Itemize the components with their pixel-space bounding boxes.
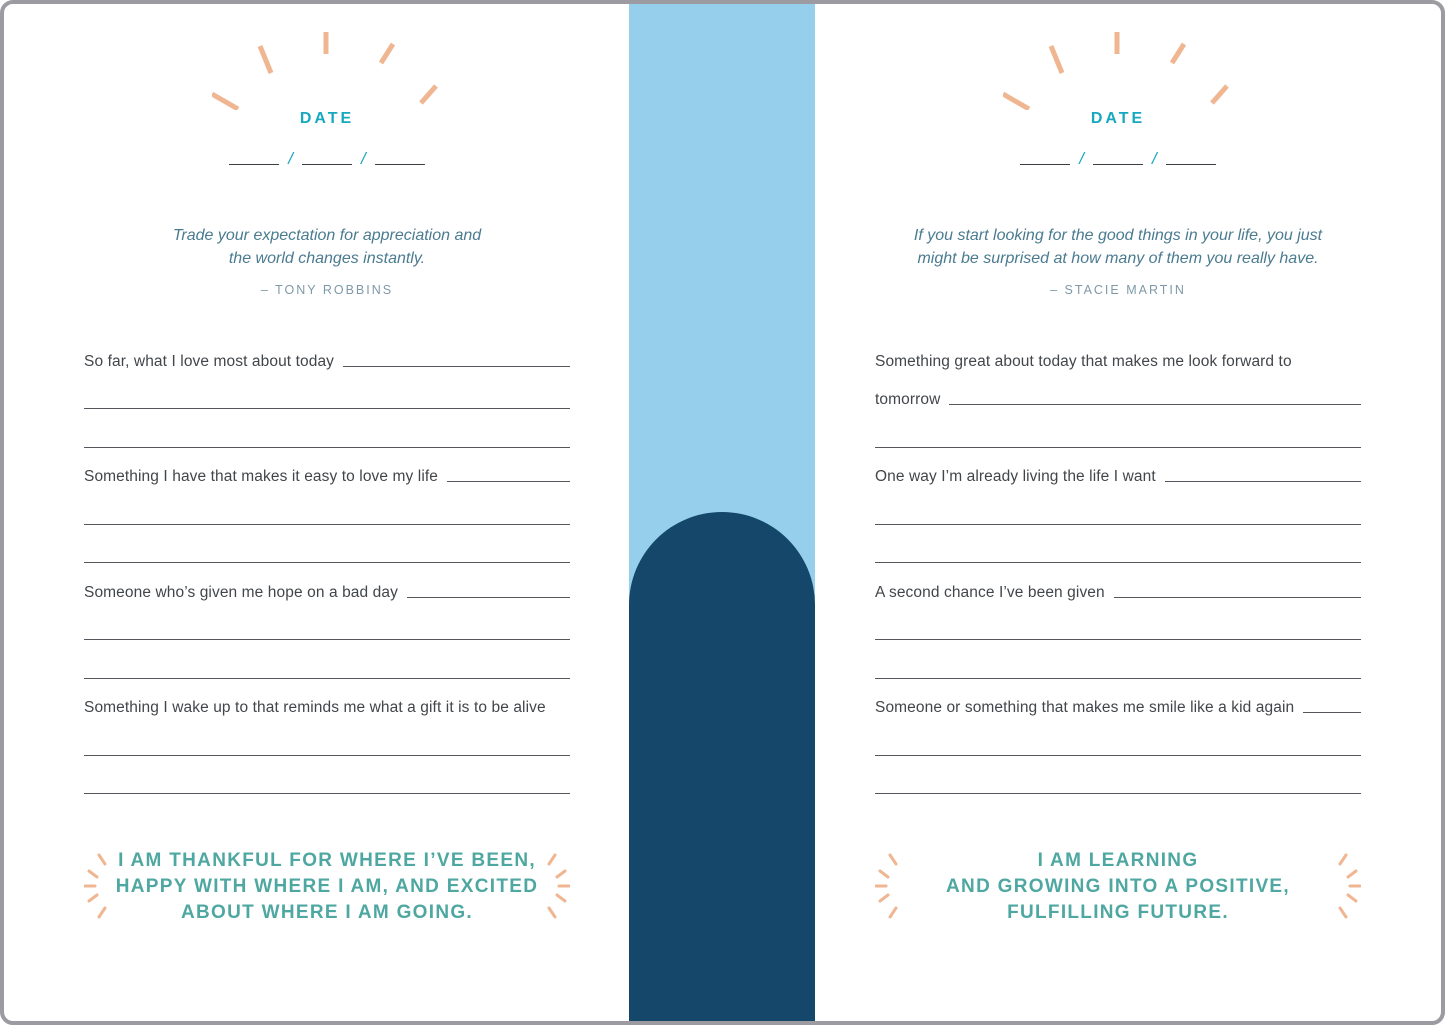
prompt-block [84, 679, 570, 795]
answer-blank[interactable] [407, 597, 570, 598]
answer-line[interactable] [875, 602, 1361, 641]
answer-line[interactable] [84, 602, 570, 641]
affirmation-line: HAPPY WITH WHERE I AM, AND EXCITED [115, 876, 539, 897]
answer-line[interactable] [875, 717, 1361, 756]
answer-line[interactable] [84, 640, 570, 679]
answer-line[interactable] [875, 409, 1361, 448]
bookmark-ribbon [629, 512, 815, 1021]
burst-accent-icon [546, 847, 570, 927]
burst-accent-icon [84, 847, 108, 927]
affirmation-line: AND GROWING INTO A POSITIVE, [946, 876, 1290, 897]
journal-page-right [875, 4, 1361, 1021]
prompt-block [84, 332, 570, 448]
burst-accent-icon [1337, 847, 1361, 927]
prompt-text: One way I’m already living the life I want [875, 468, 1156, 485]
answer-line[interactable] [84, 717, 570, 756]
sunburst-icon [212, 30, 442, 110]
prompt-block [875, 448, 1361, 564]
date-row [875, 150, 1361, 168]
date-separator: / [1079, 149, 1084, 168]
date-field-year[interactable] [1166, 150, 1216, 165]
date-field-day[interactable] [302, 150, 352, 165]
date-field-day[interactable] [1093, 150, 1143, 165]
quote-attribution: – TONY ROBBINS [260, 283, 394, 297]
affirmation-line: I AM THANKFUL FOR WHERE I’VE BEEN, [118, 850, 536, 871]
affirmation-line: I AM LEARNING [1037, 850, 1199, 871]
prompt-block [875, 679, 1361, 795]
prompt-text: Someone or something that makes me smile like a kid again [875, 699, 1295, 716]
answer-line[interactable] [84, 371, 570, 410]
affirmation-text [84, 848, 570, 926]
prompt-block [84, 563, 570, 679]
prompt-list [84, 332, 570, 794]
answer-line[interactable] [875, 486, 1361, 525]
date-label: DATE [1090, 110, 1146, 127]
quote-line: Trade your expectation for appreciation and [172, 227, 482, 244]
date-field-month[interactable] [1020, 150, 1070, 165]
quote-line: the world changes instantly. [228, 250, 426, 267]
prompt-text: A second chance I’ve been given [875, 583, 1105, 601]
date-row [84, 150, 570, 168]
prompt-text: Someone who’s given me hope on a bad day [84, 583, 398, 601]
date-label: DATE [299, 110, 355, 127]
answer-line[interactable] [875, 640, 1361, 679]
quote-attribution: – STACIE MARTIN [1050, 283, 1186, 297]
answer-blank[interactable] [447, 481, 570, 482]
journal-page-left [84, 4, 570, 1021]
affirmation [84, 848, 570, 926]
date-separator: / [361, 149, 366, 168]
date-field-year[interactable] [375, 150, 425, 165]
answer-blank[interactable] [1303, 712, 1361, 713]
prompt-block [84, 448, 570, 564]
affirmation-line: FULFILLING FUTURE. [1007, 902, 1229, 923]
affirmation-text [875, 848, 1361, 926]
quote [84, 224, 570, 270]
answer-line[interactable] [84, 409, 570, 448]
answer-line[interactable] [84, 525, 570, 564]
affirmation [875, 848, 1361, 926]
prompt-block [875, 332, 1361, 448]
quote [875, 224, 1361, 270]
quote-line: might be surprised at how many of them you really have. [917, 250, 1319, 267]
burst-accent-icon [875, 847, 899, 927]
sunburst-icon [1003, 30, 1233, 110]
date-separator: / [1152, 149, 1157, 168]
answer-line[interactable] [84, 756, 570, 795]
date-field-month[interactable] [229, 150, 279, 165]
answer-blank[interactable] [343, 366, 570, 367]
quote-line: If you start looking for the good things in your life, you just [913, 227, 1323, 244]
affirmation-line: ABOUT WHERE I AM GOING. [180, 902, 474, 923]
prompt-text: So far, what I love most about today [84, 352, 335, 370]
prompt-list [875, 332, 1361, 794]
answer-blank[interactable] [1114, 597, 1361, 598]
answer-line[interactable] [875, 756, 1361, 795]
answer-blank[interactable] [949, 404, 1361, 405]
answer-line[interactable] [875, 525, 1361, 564]
answer-line[interactable] [84, 486, 570, 525]
date-separator: / [288, 149, 293, 168]
answer-blank[interactable] [1165, 481, 1361, 482]
prompt-text: Something great about today that makes me look forward to [875, 352, 1292, 370]
prompt-text: Something I wake up to that reminds me what a gift it is to be alive [84, 699, 546, 716]
prompt-text-continued: tomorrow [875, 391, 941, 408]
prompt-text: Something I have that makes it easy to love my life [84, 468, 439, 485]
prompt-block [875, 563, 1361, 679]
